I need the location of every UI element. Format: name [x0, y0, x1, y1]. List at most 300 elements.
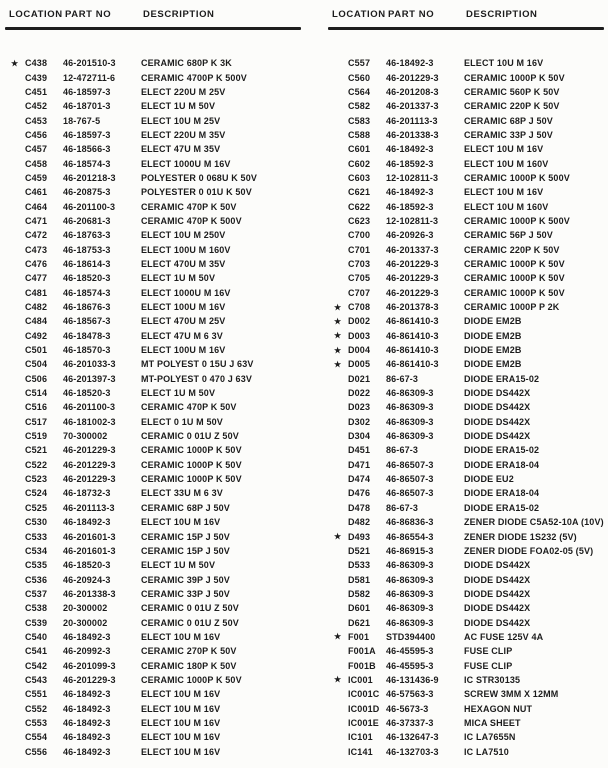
row-part-no: 12-102811-3: [386, 215, 439, 226]
row-part-no: 46-861410-3: [386, 359, 439, 370]
header-location: LOCATION: [9, 8, 63, 20]
table-row: [5, 329, 301, 343]
row-part-no: 46-20926-3: [386, 230, 434, 241]
row-part-no: 46-86507-3: [386, 488, 434, 499]
row-part-no: 46-86507-3: [386, 474, 434, 485]
table-row: [328, 171, 604, 185]
row-description: CERAMIC 0 01U Z 50V: [141, 603, 239, 614]
row-description: ELECT 220U M 35V: [141, 129, 226, 140]
table-row: [328, 156, 604, 170]
row-description: DIODE DS442X: [464, 603, 531, 614]
table-row: [328, 343, 604, 357]
row-location: C519: [25, 431, 48, 442]
table-row: [5, 745, 301, 759]
row-part-no: 46-86309-3: [386, 388, 434, 399]
row-location: D474: [348, 474, 371, 485]
table-row: [5, 271, 301, 285]
row-description: CERAMIC 220P K 50V: [464, 101, 560, 112]
row-description: DIODE DS442X: [464, 388, 531, 399]
row-description: DIODE DS442X: [464, 416, 531, 427]
row-part-no: 46-18492-3: [63, 703, 111, 714]
header-description: DESCRIPTION: [143, 8, 215, 20]
table-row: [5, 357, 301, 371]
table-row: [328, 257, 604, 271]
row-part-no: 46-131436-9: [386, 674, 439, 685]
row-location: D451: [348, 445, 371, 456]
row-part-no: 46-86309-3: [386, 617, 434, 628]
row-location: C501: [25, 345, 48, 356]
row-part-no: 46-201229-3: [386, 273, 439, 284]
table-row: [5, 558, 301, 572]
row-part-no: 46-18566-3: [63, 144, 111, 155]
row-description: CERAMIC 1000P K 50V: [141, 459, 242, 470]
row-part-no: 46-201510-3: [63, 58, 116, 69]
table-row: [328, 70, 604, 84]
row-part-no: 46-201100-3: [63, 402, 116, 413]
row-description: CERAMIC 470P K 500V: [141, 215, 242, 226]
row-location: C707: [348, 287, 371, 298]
row-description: CERAMIC 470P K 50V: [141, 201, 237, 212]
table-row: [5, 472, 301, 486]
star-icon: ★: [334, 331, 342, 341]
table-row: [328, 443, 604, 457]
row-location: C582: [348, 101, 371, 112]
row-part-no: 46-201100-3: [63, 201, 116, 212]
table-row: [328, 630, 604, 644]
row-part-no: 46-18520-3: [63, 273, 111, 284]
row-description: DIODE DS442X: [464, 588, 531, 599]
row-description: DIODE DS442X: [464, 617, 531, 628]
row-description: FUSE CLIP: [464, 660, 513, 671]
table-row: [5, 544, 301, 558]
row-part-no: 46-86309-3: [386, 560, 434, 571]
row-description: ZENER DIODE 1S232 (5V): [464, 531, 577, 542]
row-part-no: 46-86554-3: [386, 531, 434, 542]
row-location: C623: [348, 215, 371, 226]
table-row: [5, 443, 301, 457]
row-part-no: 46-201337-3: [386, 244, 439, 255]
row-part-no: 46-86309-3: [386, 416, 434, 427]
row-location: IC001E: [348, 717, 379, 728]
table-row: [328, 572, 604, 586]
row-part-no: 46-201397-3: [63, 373, 116, 384]
row-description: CERAMIC 1000P K 50V: [464, 273, 565, 284]
table-row: [5, 429, 301, 443]
table-row: [328, 687, 604, 701]
row-part-no: 20-300002: [63, 603, 108, 614]
row-location: C472: [25, 230, 48, 241]
table-row: [328, 644, 604, 658]
row-part-no: 46-18478-3: [63, 330, 111, 341]
row-part-no: 46-20992-3: [63, 646, 111, 657]
table-row: [5, 70, 301, 84]
table-row: [5, 171, 301, 185]
parts-list-column-right: [328, 6, 604, 759]
table-row: [5, 400, 301, 414]
row-location: C700: [348, 230, 371, 241]
row-part-no: 46-132703-3: [386, 746, 439, 757]
row-description: DIODE DS442X: [464, 574, 531, 585]
row-description: CERAMIC 220P K 50V: [464, 244, 560, 255]
table-row: [5, 257, 301, 271]
table-row: [328, 85, 604, 99]
row-part-no: 46-18574-3: [63, 287, 111, 298]
row-location: C540: [25, 631, 48, 642]
row-part-no: 46-201229-3: [63, 445, 116, 456]
row-part-no: 46-18492-3: [386, 58, 434, 69]
row-part-no: 46-18492-3: [63, 746, 111, 757]
row-description: DIODE ERA15-02: [464, 502, 540, 513]
row-part-no: 46-45595-3: [386, 660, 434, 671]
table-row: [5, 185, 301, 199]
table-row: [5, 199, 301, 213]
row-location: C504: [25, 359, 48, 370]
star-icon: ★: [334, 632, 342, 642]
parts-list-column-left: [5, 6, 301, 759]
row-description: CERAMIC 680P K 3K: [141, 58, 232, 69]
table-row: [5, 486, 301, 500]
row-description: DIODE EM2B: [464, 345, 522, 356]
table-row: [328, 228, 604, 242]
table-row: [328, 544, 604, 558]
row-description: ELECT 10U M 16V: [141, 631, 221, 642]
table-row: [328, 529, 604, 543]
row-location: D533: [348, 560, 371, 571]
table-row: [328, 515, 604, 529]
table-row: [328, 329, 604, 343]
row-location: C521: [25, 445, 48, 456]
row-part-no: 46-201378-3: [386, 302, 439, 313]
row-part-no: 46-18753-3: [63, 244, 111, 255]
row-location: D621: [348, 617, 371, 628]
row-location: C564: [348, 86, 371, 97]
table-row: [328, 199, 604, 213]
row-location: C453: [25, 115, 48, 126]
row-location: F001A: [348, 646, 376, 657]
row-part-no: 46-86309-3: [386, 603, 434, 614]
row-location: C701: [348, 244, 371, 255]
row-description: CERAMIC 4700P K 500V: [141, 72, 247, 83]
row-location: C708: [348, 302, 371, 313]
row-location: D582: [348, 588, 371, 599]
table-row: [328, 185, 604, 199]
table-row: [5, 99, 301, 113]
table-row: [328, 242, 604, 256]
row-part-no: 46-201033-3: [63, 359, 116, 370]
row-description: POLYESTER 0 068U K 50V: [141, 172, 258, 183]
row-description: DIODE DS442X: [464, 431, 531, 442]
row-description: DIODE ERA18-04: [464, 488, 540, 499]
row-description: CERAMIC 1000P K 50V: [464, 287, 565, 298]
row-description: ELECT 1U M 50V: [141, 101, 216, 112]
row-description: CERAMIC 56P J 50V: [464, 230, 553, 241]
table-row: [5, 300, 301, 314]
row-location: C523: [25, 474, 48, 485]
row-description: CERAMIC 33P J 50V: [464, 129, 553, 140]
row-part-no: 46-18597-3: [63, 86, 111, 97]
row-location: C560: [348, 72, 371, 83]
row-part-no: 46-18492-3: [386, 187, 434, 198]
row-description: ELECT 47U M 6 3V: [141, 330, 223, 341]
row-part-no: 46-201229-3: [63, 674, 116, 685]
table-row: [328, 701, 604, 715]
parts-rows: [328, 56, 604, 759]
row-part-no: 46-20924-3: [63, 574, 111, 585]
table-row: [328, 56, 604, 70]
table-row: [5, 343, 301, 357]
column-header-row: [5, 6, 301, 22]
table-row: [5, 601, 301, 615]
star-icon: ★: [334, 359, 342, 369]
row-part-no: 46-201338-3: [386, 129, 439, 140]
row-location: C551: [25, 689, 48, 700]
row-part-no: 46-86309-3: [386, 588, 434, 599]
table-row: [328, 558, 604, 572]
table-row: [328, 587, 604, 601]
header-part-no: PART NO: [65, 8, 112, 20]
row-location: C542: [25, 660, 48, 671]
row-description: FUSE CLIP: [464, 646, 513, 657]
row-location: D004: [348, 345, 371, 356]
row-description: CERAMIC 1000P K 50V: [141, 674, 242, 685]
row-description: ELECT 10U M 16V: [141, 746, 221, 757]
row-location: D005: [348, 359, 371, 370]
table-row: [5, 587, 301, 601]
row-part-no: 12-102811-3: [386, 172, 439, 183]
row-description: DIODE ERA15-02: [464, 445, 540, 456]
row-location: C439: [25, 72, 48, 83]
row-part-no: 46-18763-3: [63, 230, 111, 241]
row-location: C553: [25, 717, 48, 728]
row-description: CERAMIC 15P J 50V: [141, 531, 230, 542]
row-description: CERAMIC 15P J 50V: [141, 545, 230, 556]
row-part-no: 46-20875-3: [63, 187, 111, 198]
row-description: CERAMIC 68P J 50V: [141, 502, 230, 513]
row-description: ELECT 10U M 160V: [464, 201, 549, 212]
row-location: C533: [25, 531, 48, 542]
row-location: C536: [25, 574, 48, 585]
row-description: CERAMIC 270P K 50V: [141, 646, 237, 657]
row-part-no: 46-86309-3: [386, 402, 434, 413]
star-icon: ★: [334, 532, 342, 542]
row-location: C621: [348, 187, 371, 198]
row-location: C543: [25, 674, 48, 685]
table-row: [5, 85, 301, 99]
row-part-no: 46-201337-3: [386, 101, 439, 112]
row-location: D304: [348, 431, 371, 442]
row-description: IC LA7510: [464, 746, 509, 757]
table-row: [328, 716, 604, 730]
row-part-no: 46-201338-3: [63, 588, 116, 599]
table-row: [328, 357, 604, 371]
row-description: DIODE DS442X: [464, 402, 531, 413]
row-part-no: 46-18492-3: [386, 144, 434, 155]
table-row: [5, 458, 301, 472]
table-row: [328, 429, 604, 443]
row-location: IC001C: [348, 689, 380, 700]
row-description: CERAMIC 1000P K 50V: [464, 72, 565, 83]
row-description: CERAMIC 68P J 50V: [464, 115, 553, 126]
row-description: DIODE EU2: [464, 474, 514, 485]
row-part-no: 46-86915-3: [386, 545, 434, 556]
row-location: C492: [25, 330, 48, 341]
row-description: ELECT 1U M 50V: [141, 273, 216, 284]
row-description: ELECT 1000U M 16V: [141, 287, 231, 298]
row-location: C451: [25, 86, 48, 97]
row-location: C524: [25, 488, 48, 499]
table-row: [5, 286, 301, 300]
row-part-no: 46-201601-3: [63, 531, 116, 542]
table-row: [5, 644, 301, 658]
row-part-no: 46-57563-3: [386, 689, 434, 700]
table-row: [5, 386, 301, 400]
row-description: AC FUSE 125V 4A: [464, 631, 544, 642]
table-row: [328, 314, 604, 328]
row-part-no: 46-18520-3: [63, 560, 111, 571]
parts-rows: [5, 56, 301, 759]
table-row: [328, 458, 604, 472]
row-location: C554: [25, 732, 48, 743]
table-row: [328, 730, 604, 744]
header-description: DESCRIPTION: [466, 8, 538, 20]
row-location: IC141: [348, 746, 373, 757]
row-part-no: 46-18492-3: [63, 517, 111, 528]
table-row: [328, 472, 604, 486]
row-part-no: 46-861410-3: [386, 330, 439, 341]
table-row: [5, 630, 301, 644]
row-description: DIODE EM2B: [464, 359, 522, 370]
row-part-no: 46-18492-3: [63, 689, 111, 700]
row-location: C541: [25, 646, 48, 657]
row-part-no: 46-201229-3: [386, 258, 439, 269]
table-row: [5, 142, 301, 156]
row-location: C484: [25, 316, 48, 327]
table-row: [328, 300, 604, 314]
header-part-no: PART NO: [388, 8, 435, 20]
table-row: [5, 687, 301, 701]
row-location: F001B: [348, 660, 376, 671]
row-description: ELECT 0 1U M 50V: [141, 416, 223, 427]
row-description: CERAMIC 560P K 50V: [464, 86, 560, 97]
row-location: D478: [348, 502, 371, 513]
row-part-no: 46-18676-3: [63, 302, 111, 313]
row-location: C622: [348, 201, 371, 212]
row-location: D021: [348, 373, 371, 384]
row-description: ELECT 10U M 16V: [464, 144, 544, 155]
row-part-no: 46-181002-3: [63, 416, 116, 427]
row-part-no: 46-201208-3: [386, 86, 439, 97]
table-row: [328, 673, 604, 687]
row-location: C556: [25, 746, 48, 757]
row-location: C452: [25, 101, 48, 112]
row-location: C459: [25, 172, 48, 183]
row-description: ELECT 10U M 16V: [141, 732, 221, 743]
table-row: [5, 501, 301, 515]
table-row: [5, 156, 301, 170]
row-location: C583: [348, 115, 371, 126]
row-part-no: 70-300002: [63, 431, 108, 442]
row-location: C514: [25, 388, 48, 399]
row-location: C557: [348, 58, 371, 69]
row-part-no: 46-37337-3: [386, 717, 434, 728]
row-description: MICA SHEET: [464, 717, 521, 728]
row-location: C461: [25, 187, 48, 198]
row-description: CERAMIC 1000P K 500V: [464, 172, 570, 183]
row-part-no: 46-201113-3: [386, 115, 438, 126]
row-description: CERAMIC 1000P K 50V: [141, 445, 242, 456]
row-location: D302: [348, 416, 371, 427]
row-part-no: 46-18520-3: [63, 388, 111, 399]
table-row: [328, 615, 604, 629]
table-row: [328, 99, 604, 113]
row-description: ELECT 33U M 6 3V: [141, 488, 223, 499]
row-description: ELECT 10U M 16V: [464, 58, 544, 69]
table-row: [328, 286, 604, 300]
row-location: C601: [348, 144, 371, 155]
row-description: IC STR30135: [464, 674, 521, 685]
row-description: ELECT 10U M 25V: [141, 115, 221, 126]
row-location: C473: [25, 244, 48, 255]
row-location: C552: [25, 703, 48, 714]
row-location: C539: [25, 617, 48, 628]
table-row: [328, 658, 604, 672]
row-location: C530: [25, 517, 48, 528]
star-icon: ★: [334, 675, 342, 685]
row-part-no: 46-18592-3: [386, 201, 434, 212]
table-row: [5, 673, 301, 687]
row-description: ELECT 100U M 16V: [141, 302, 226, 313]
row-location: C438: [25, 58, 48, 69]
row-location: C458: [25, 158, 48, 169]
table-row: [328, 128, 604, 142]
row-part-no: 46-201099-3: [63, 660, 116, 671]
row-part-no: 86-67-3: [386, 445, 419, 456]
row-description: ELECT 10U M 16V: [141, 517, 221, 528]
row-description: DIODE ERA18-04: [464, 459, 540, 470]
row-location: D023: [348, 402, 371, 413]
row-part-no: 46-18570-3: [63, 345, 111, 356]
row-part-no: 46-18492-3: [63, 717, 111, 728]
row-description: ELECT 470U M 25V: [141, 316, 226, 327]
row-description: ELECT 10U M 160V: [464, 158, 549, 169]
row-description: DIODE EM2B: [464, 330, 522, 341]
star-icon: ★: [334, 316, 342, 326]
row-description: ELECT 220U M 25V: [141, 86, 226, 97]
row-part-no: 46-861410-3: [386, 316, 439, 327]
row-location: C522: [25, 459, 48, 470]
table-row: [328, 486, 604, 500]
table-row: [328, 386, 604, 400]
row-part-no: 46-861410-3: [386, 345, 439, 356]
row-part-no: 46-86309-3: [386, 431, 434, 442]
row-description: ELECT 10U M 16V: [141, 703, 221, 714]
table-row: [5, 730, 301, 744]
row-part-no: 18-767-5: [63, 115, 101, 126]
row-part-no: 46-18492-3: [63, 631, 111, 642]
header-location: LOCATION: [332, 8, 386, 20]
row-location: C464: [25, 201, 48, 212]
row-part-no: 86-67-3: [386, 502, 419, 513]
row-description: ELECT 47U M 35V: [141, 144, 221, 155]
row-part-no: 46-201229-3: [63, 459, 116, 470]
table-row: [5, 242, 301, 256]
table-row: [5, 314, 301, 328]
column-header-row: [328, 6, 604, 22]
row-part-no: 86-67-3: [386, 373, 419, 384]
table-row: [328, 142, 604, 156]
row-part-no: 46-201229-3: [63, 474, 116, 485]
row-location: C517: [25, 416, 48, 427]
